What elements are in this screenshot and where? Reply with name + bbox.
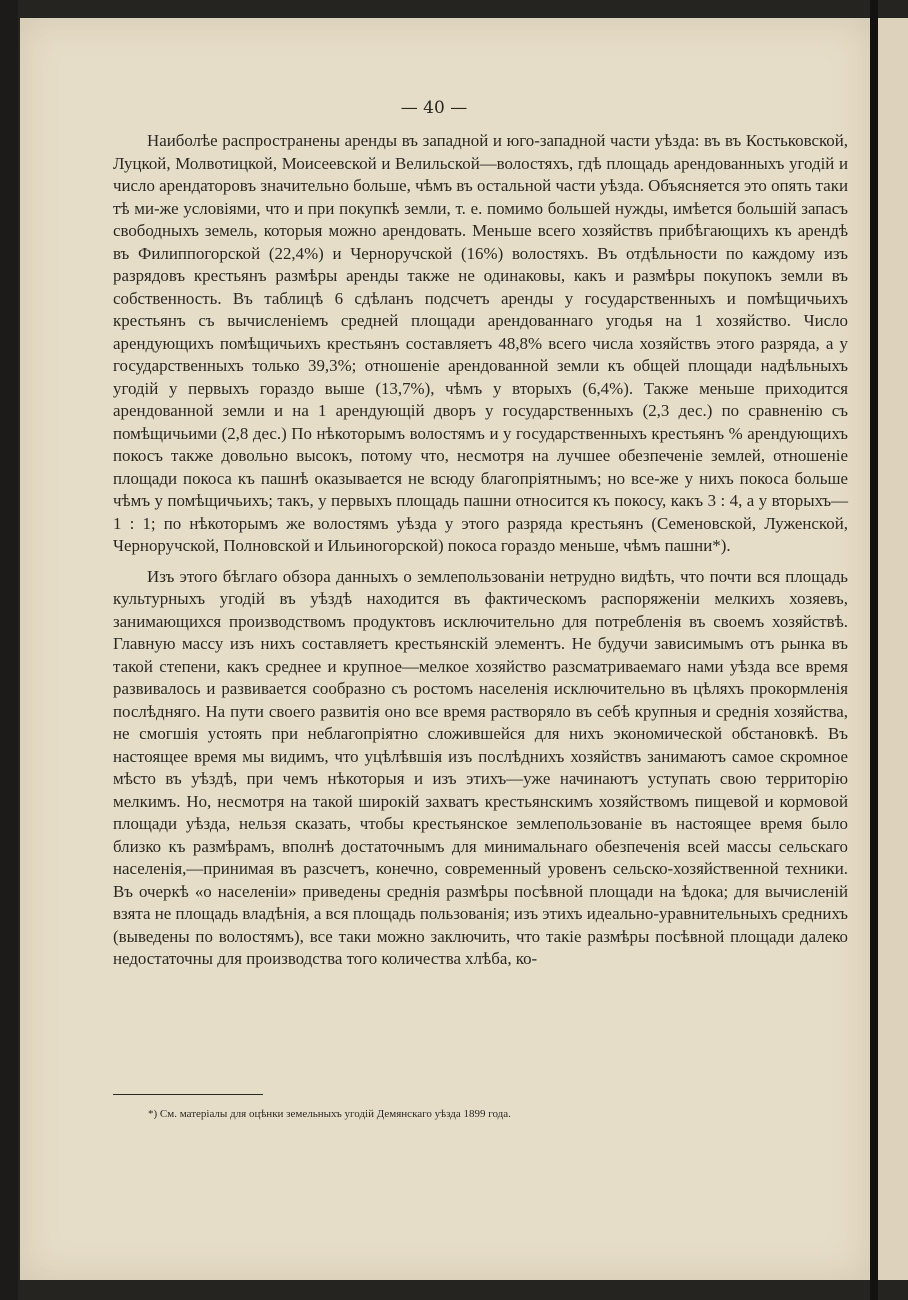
footnote: *) См. матеріалы для оцѣнки земельныхъ угодій Демянскаго уѣзда 1899 года. [148,1108,511,1120]
paragraph-land-use-overview: Изъ этого бѣглаго обзора данныхъ о землепользованіи нетрудно видѣть, что почти вся площадь культурныхъ угодій въ уѣздѣ находится въ фактическомъ распоряженіи мелкихъ хозяевъ, занимающихся производствомъ продуктовъ исключительно для потребленія въ своемъ хозяйствѣ. Главную массу изъ нихъ составляетъ крестьянскій элементъ. Не будучи зависимымъ отъ рынка въ такой степени, какъ среднее и крупное—мелкое хозяйство разсматриваемаго нами уѣзда все время развивалось и развивается сообразно съ ростомъ населенія исключительно въ цѣляхъ прокормленія послѣдняго. На пути своего развитія оно все время растворяло въ себѣ крупныя и среднія хозяйства, не смогшія устоять при неблагопріятно сложившейся для нихъ экономической обстановкѣ. Въ настоящее время мы видимъ, что уцѣлѣвшія изъ послѣднихъ хозяйствъ занимаютъ самое скромное мѣсто въ уѣздѣ, при чемъ нѣкоторыя и изъ этихъ—уже начинаютъ уступать свою территорію мелкимъ. Но, несмотря на такой широкій захватъ крестьянскимъ хозяйствомъ пищевой и кормовой площади уѣзда, нельзя сказать, чтобы крестьянское землепользованіе въ настоящее время было близко къ размѣрамъ, вполнѣ достаточнымъ для минимальнаго обезпеченія всей массы сельскаго населенія,—принимая въ разсчетъ, конечно, современный уровенъ сельско-хозяйственной техники. Въ очеркѣ «о населеніи» приведены среднія размѣры посѣвной площади на ѣдока; для вычисленій взята не площадь владѣнія, а вся площадь пользованія; изъ этихъ идеально-уравнительныхъ среднихъ (выведены по волостямъ), все таки можно заключить, что такіе размѣры посѣвной площади далеко недостаточны для производства того количества хлѣба, ко- [113,566,848,968]
footnote-divider [113,1094,263,1095]
paragraph-rentals: Наиболѣе распространены аренды въ западной и юго-западной части уѣзда: въ въ Костьковской, Луцкой, Молвотицкой, Моисеевской и Велильской—волостяхъ, гдѣ площадь арендованныхъ угодій и число арендаторовъ значительно больше, чѣмъ въ остальной части уѣзда. Объясняется это опять таки тѣ ми-же условіями, что и при покупкѣ земли, т. е. помимо большей нужды, имѣется большій запасъ свободныхъ земель, которыя можно арендовать. Меньше всего хозяйствъ прибѣгающихъ къ арендѣ въ Филиппогорской (22,4%) и Черноручской (16%) волостяхъ. Въ отдѣльности по каждому изъ разрядовъ крестьянъ размѣры аренды также не одинаковы, какъ и размѣры покупокъ земли въ собственность. Въ таблицѣ 6 сдѣланъ подсчетъ аренды у государственныхъ и помѣщичьихъ крестьянъ съ вычисленіемъ средней площади арендованнаго угодья на 1 хозяйство. Число арендующихъ помѣщичьихъ крестьянъ составляетъ 48,8% всего числа хозяйствъ этого разряда, а у государственныхъ только 39,3%; отношеніе арендованной земли къ общей площади надѣльныхъ угодій у первыхъ гораздо выше (13,7%), чѣмъ у вторыхъ (6,4%). Также меньше приходится арендованной земли и на 1 арендующій дворъ у государственныхъ (2,3 дес.) по сравненію съ помѣщичьими (2,8 дес.) По нѣкоторымъ волостямъ и у государственныхъ крестьянъ % арендующихъ покосъ также довольно высокъ, потому что, несмотря на лучшее обезпеченіе землей, отношеніе площади покоса къ пашнѣ оказывается не всюду благопріятнымъ; но все-же у нихъ покоса больше чѣмъ у помѣщичьихъ; такъ, у первыхъ площадь пашни относится къ покосу, какъ 3 : 4, а у вторыхъ—1 : 1; по нѣкоторымъ же волостямъ уѣзда у этого разряда крестьянъ (Семеновской, Луженской, Черноручской, Полновской и Ильиногорской) покоса гораздо меньше, чѣмъ пашни*). [113,131,848,555]
page-number: — 40 — [400,98,468,118]
adjacent-page-edge [878,18,908,1280]
book-gutter [870,0,878,1300]
body-text [113,130,848,971]
scan-frame-left [0,0,18,1300]
